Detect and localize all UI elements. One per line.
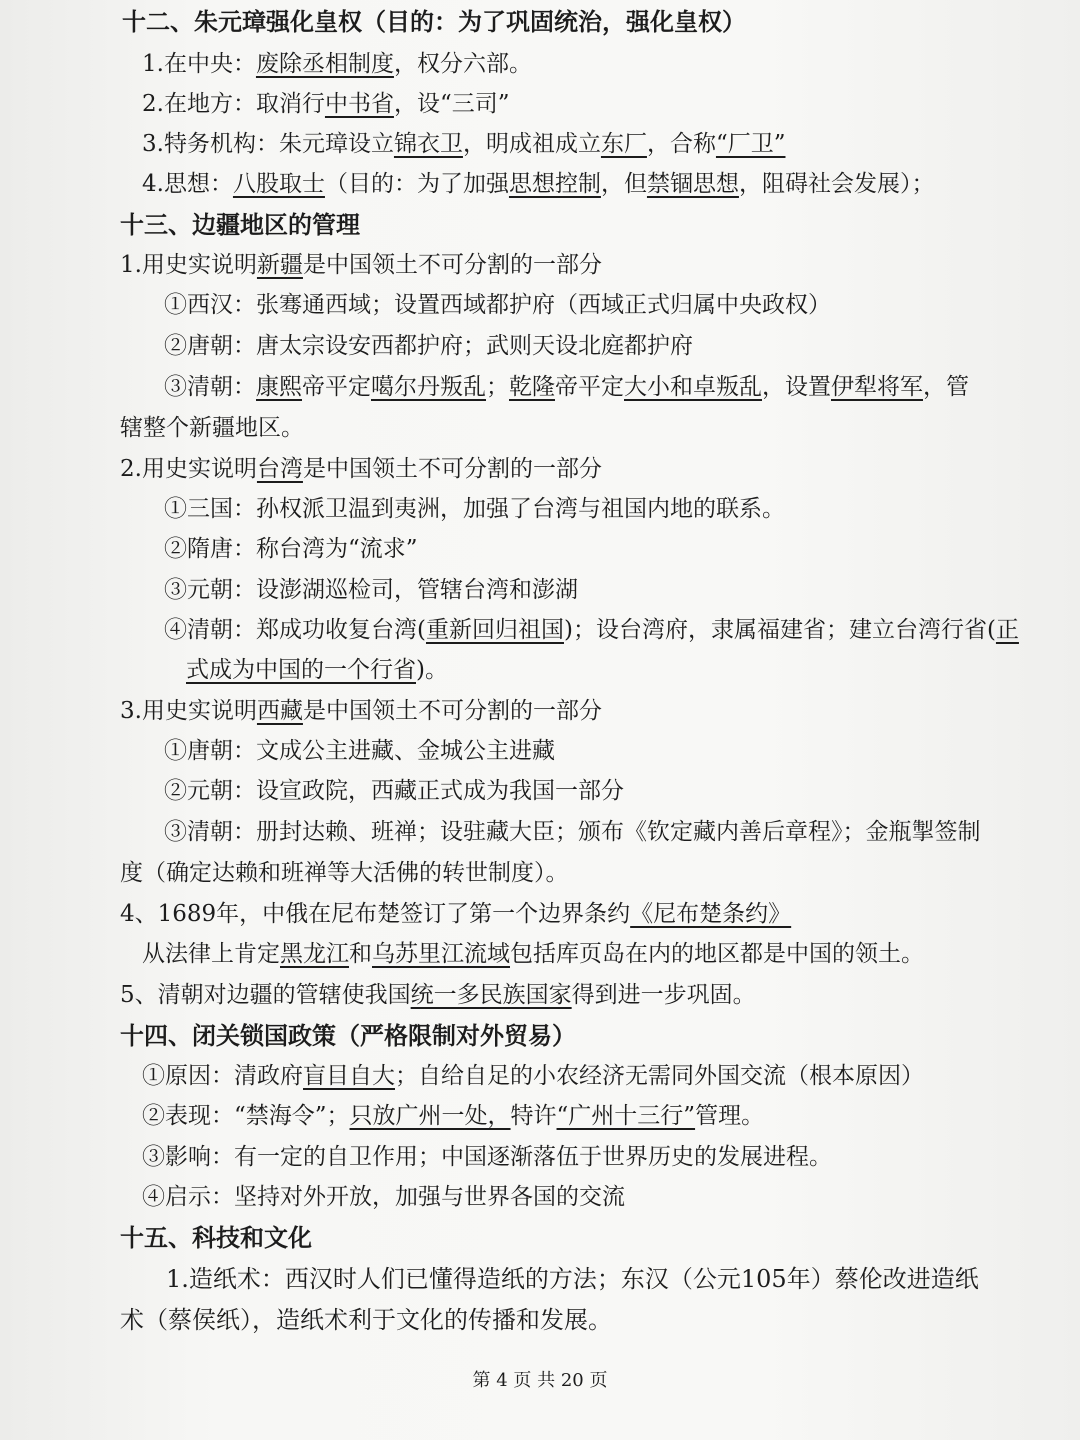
key-term: “厂卫” <box>715 131 786 157</box>
key-term: “广州十三行” <box>556 1103 696 1129</box>
text-line: ④启示：坚持对外开放，加强与世界各国的交流 <box>142 1184 625 1210</box>
section-heading-15: 十五、科技和文化 <box>120 1223 312 1252</box>
text-line: 度（确定达赖和班禅等大活佛的转世制度）。 <box>120 860 569 886</box>
text-line: ①唐朝：文成公主进藏、金城公主进藏 <box>164 738 555 764</box>
text-line: ①三国：孙权派卫温到夷洲，加强了台湾与祖国内地的联系。 <box>164 496 785 522</box>
text-line: 5、清朝对边疆的管辖使我国统一多民族国家得到进一步巩固。 <box>120 982 756 1008</box>
text-line: 1.在中央：废除丞相制度，权分六部。 <box>142 51 532 77</box>
key-term: 噶尔丹叛乱 <box>371 374 486 400</box>
text-line: ②表现：“禁海令”；只放广州一处，特许“广州十三行”管理。 <box>142 1103 765 1129</box>
text-line: ③元朝：设澎湖巡检司，管辖台湾和澎湖 <box>164 577 578 603</box>
text-line: ②唐朝：唐太宗设安西都护府；武则天设北庭都护府 <box>164 333 693 359</box>
key-term: 乾隆 <box>509 374 555 400</box>
text-line: 2.在地方：取消行中书省，设“三司” <box>142 91 510 117</box>
text-line: ③清朝：册封达赖、班禅；设驻藏大臣；颁布《钦定藏内善后章程》；金瓶掣签制 <box>164 819 981 845</box>
text-line: 1.造纸术：西汉时人们已懂得造纸的方法；东汉（公元105年）蔡伦改进造纸 <box>166 1265 979 1293</box>
text-line: 辖整个新疆地区。 <box>120 415 304 441</box>
key-term: 中书省 <box>324 91 394 117</box>
key-term: 西藏 <box>256 698 303 724</box>
key-term: 《尼布楚条约》 <box>630 901 792 927</box>
text-line: 4、1689年，中俄在尼布楚签订了第一个边界条约《尼布楚条约》 <box>120 901 792 927</box>
key-term: 康熙 <box>256 374 302 400</box>
section-heading-12: 十二、朱元璋强化皇权（目的：为了巩固统治，强化皇权） <box>122 7 746 36</box>
page-number: 第 4 页 共 20 页 <box>472 1370 608 1391</box>
text-line: ③影响：有一定的自卫作用；中国逐渐落伍于世界历史的发展进程。 <box>142 1144 832 1170</box>
key-term: 禁锢思想 <box>646 171 739 197</box>
key-term: 废除丞相制度 <box>255 51 394 77</box>
key-term: 思想控制 <box>508 171 601 197</box>
key-term: 黑龙江 <box>280 941 349 967</box>
key-term: 盲目自大 <box>303 1063 395 1089</box>
key-term: 式成为中国的一个行省 <box>186 657 416 683</box>
section-heading-13: 十三、边疆地区的管理 <box>120 210 360 239</box>
text-line: 3.特务机构：朱元璋设立锦衣卫，明成祖成立东厂，合称“厂卫” <box>142 131 786 157</box>
text-line: ②隋唐：称台湾为“流求” <box>164 536 418 562</box>
key-term: 统一多民族国家 <box>410 982 572 1008</box>
key-term: 新疆 <box>256 252 303 278</box>
key-term: 东厂 <box>600 131 647 157</box>
text-line: ②元朝：设宣政院，西藏正式成为我国一部分 <box>164 778 624 804</box>
text-line: 从法律上肯定黑龙江和乌苏里江流域包括库页岛在内的地区都是中国的领土。 <box>142 941 924 967</box>
text-line: 3.用史实说明西藏是中国领土不可分割的一部分 <box>120 698 602 724</box>
text-line: ①原因：清政府盲目自大；自给自足的小农经济无需同外国交流（根本原因） <box>142 1063 924 1089</box>
key-term: 乌苏里江流域 <box>372 941 510 967</box>
text-line: 1.用史实说明新疆是中国领土不可分割的一部分 <box>120 252 602 278</box>
text-line: 术（蔡侯纸），造纸术利于文化的传播和发展。 <box>120 1306 612 1334</box>
text-line: ③清朝：康熙帝平定噶尔丹叛乱；乾隆帝平定大小和卓叛乱，设置伊犁将军，管 <box>164 374 969 400</box>
key-term: 锦衣卫 <box>393 131 463 157</box>
key-term: 重新回归祖国 <box>425 617 564 643</box>
key-term: 只放广州一处， <box>349 1103 511 1129</box>
key-term: 伊犁将军 <box>831 374 923 400</box>
key-term: 大小和卓叛乱 <box>624 374 762 400</box>
text-line: ④清朝：郑成功收复台湾(重新回归祖国)；设台湾府，隶属福建省；建立台湾行省(正 <box>164 617 1019 643</box>
key-term: 台湾 <box>256 456 303 482</box>
section-heading-14: 十四、闭关锁国政策（严格限制对外贸易） <box>120 1021 576 1050</box>
text-line: 式成为中国的一个行省)。 <box>186 657 448 683</box>
text-line: 4.思想：八股取士（目的：为了加强思想控制，但禁锢思想，阻碍社会发展）； <box>142 171 935 197</box>
key-term: 正 <box>995 617 1019 643</box>
text-line: 2.用史实说明台湾是中国领土不可分割的一部分 <box>120 456 602 482</box>
text-line: ①西汉：张骞通西域；设置西域都护府（西域正式归属中央政权） <box>164 292 831 318</box>
key-term: 八股取士 <box>232 171 325 197</box>
